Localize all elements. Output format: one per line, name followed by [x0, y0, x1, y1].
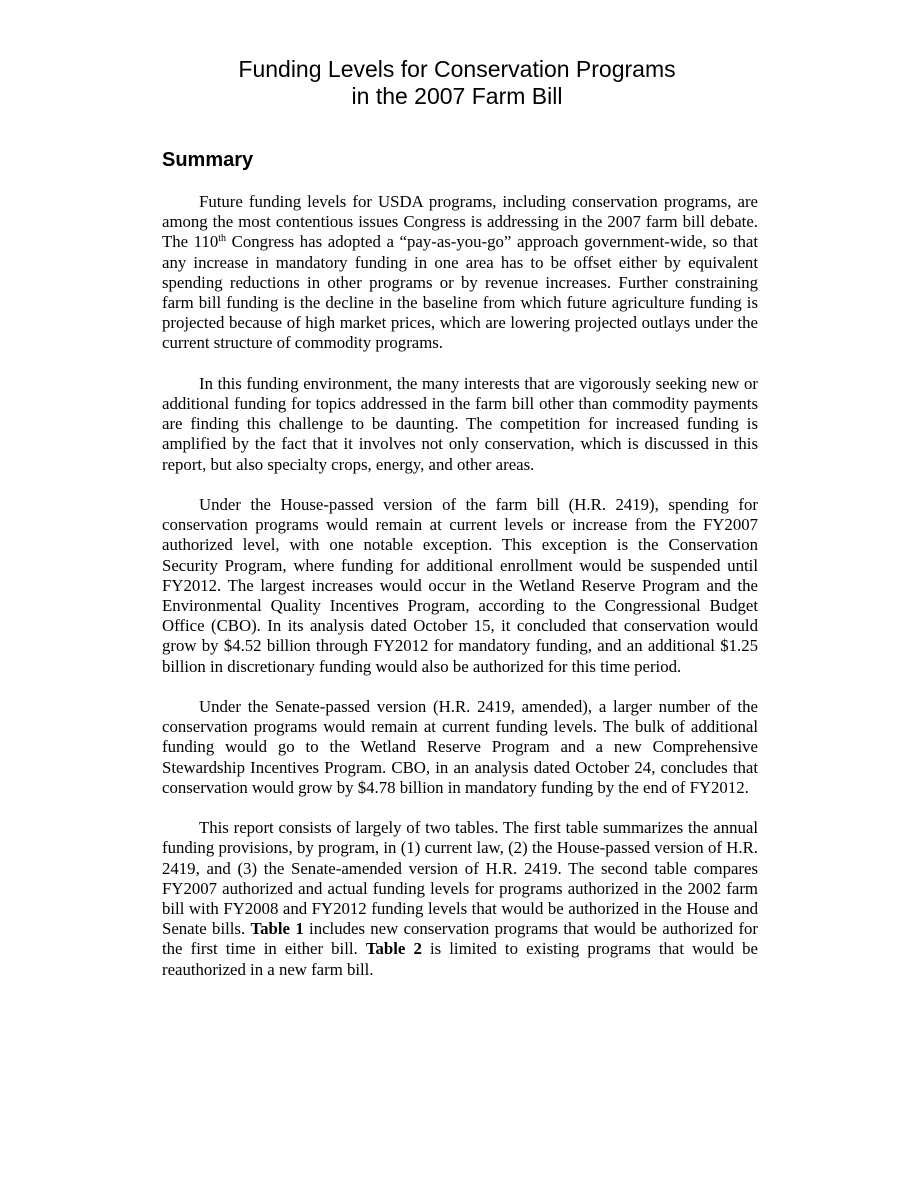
title-line-1: Funding Levels for Conservation Programs [238, 56, 676, 82]
paragraph-5-text-a: This report consists of largely of two tables. The first table summarizes the annual funding provisions, by program, in (1) current law, (2) the House-passed version of H.R. 2419, and (3) the Senate-amended version of H.R. 2419. The second table compares FY2007 authorized and actual funding levels for programs authorized in the 2002 farm bill with FY2008 and FY2012 funding levels that would be authorized in the House and Senate bills. [162, 818, 758, 939]
paragraph-2: In this funding environment, the many interests that are vigorously seeking new or additional funding for topics addressed in the farm bill other than commodity payments are finding this challenge to be daunting. The competition for increased funding is amplified by the fact that it involves not only conservation, which is discussed in this report, but also specialty crops, energy, and other areas. [162, 373, 758, 474]
paragraph-1-text-a: Future funding levels for USDA programs, including conservation programs, are among the most contentious issues Congress is addressing in the 2007 farm bill debate. The 110 [162, 192, 758, 252]
paragraph-3: Under the House-passed version of the farm bill (H.R. 2419), spending for conservation programs would remain at current levels or increase from the FY2007 authorized level, with one notable exception. This exception is the Conservation Security Program, where funding for additional enrollment would be suspended until FY2012. The largest increases would occur in the Wetland Reserve Program and the Environmental Quality Incentives Program, according to the Congressional Budget Office (CBO). In its analysis dated October 15, it concluded that conservation would grow by $4.52 billion through FY2012 for mandatory funding, and an additional $1.25 billion in discretionary funding would also be authorized for this time period. [162, 495, 758, 676]
paragraph-5 [162, 818, 758, 980]
table-2-reference: Table 2 [365, 939, 422, 959]
section-heading-summary: Summary [162, 149, 254, 171]
paragraph-5-text-b: includes new conservation programs that would be authorized for the first time in either bill. [162, 919, 759, 959]
title-line-2: in the 2007 Farm Bill [351, 83, 563, 109]
summary-body [162, 192, 758, 1000]
paragraph-5-text-c: is limited to existing programs that would be reauthorized in a new farm bill. [162, 939, 759, 979]
paragraph-1-text-b: Congress has adopted a “pay-as-you-go” approach government-wide, so that any increase in mandatory funding in one area has to be offset either by equivalent spending reductions in other programs or by revenue increases. Further constraining farm bill funding is the decline in the baseline from which future agriculture funding is projected because of high market prices, which are lowering projected outlays under the current structure of commodity programs. [162, 232, 758, 353]
paragraph-1 [162, 192, 758, 354]
paragraph-4: Under the Senate-passed version (H.R. 2419, amended), a larger number of the conservation programs would remain at current funding levels. The bulk of additional funding would go to the Wetland Reserve Program and a new Comprehensive Stewardship Incentives Program. CBO, in an analysis dated October 24, concludes that conservation would grow by $4.78 billion in mandatory funding by the end of FY2012. [162, 697, 758, 797]
document-title [0, 56, 914, 110]
ordinal-superscript: th [218, 233, 227, 245]
table-1-reference: Table 1 [250, 919, 304, 939]
